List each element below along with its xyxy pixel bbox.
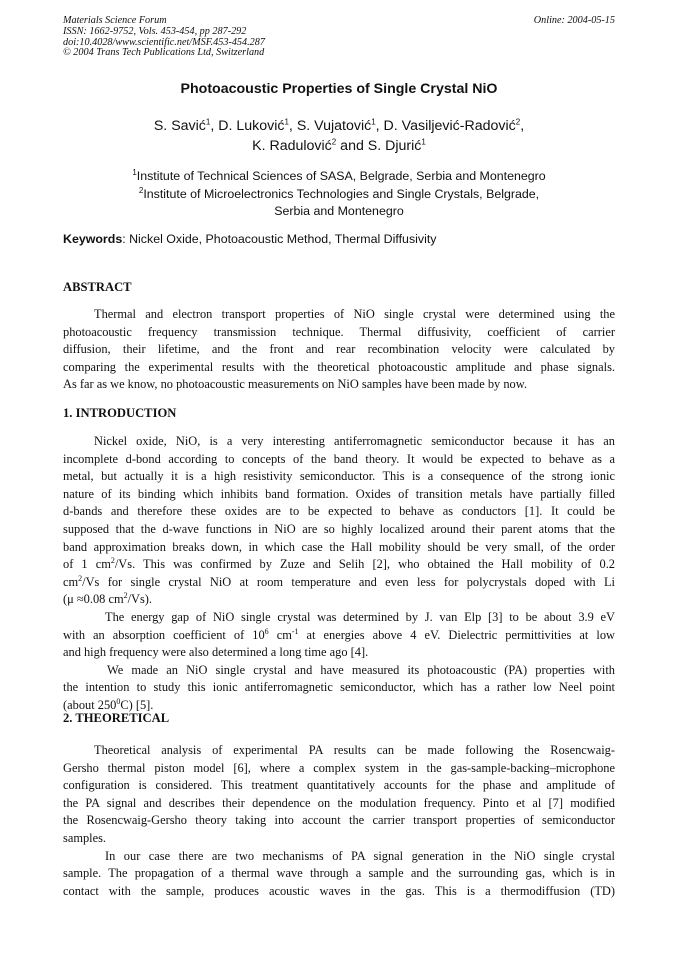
keywords-text: : Nickel Oxide, Photoacoustic Method, Thermal Diffusivity [122, 232, 437, 246]
author-name: S. Vujatović [296, 118, 372, 134]
text-run: C) [5]. [120, 697, 154, 712]
author-sup: 1 [371, 117, 376, 127]
publication-header [63, 16, 363, 59]
keywords [63, 232, 615, 246]
affiliation-text: Institute of Microelectronics Technologies and Single Crystals, Belgrade, [143, 186, 540, 201]
text-line: In our case there are two mechanisms of PA signal generation in the NiO single crystal [105, 848, 615, 863]
copyright-line: © 2004 Trans Tech Publications Ltd, Switzerland [63, 47, 265, 59]
text-line [63, 556, 615, 574]
text-line: configuration is considered. This treatment quantitatively accounts for the phase and amplitude of [63, 778, 615, 793]
abstract-heading: ABSTRACT [63, 280, 132, 294]
text-run: (μ ≈0.08 cm [63, 592, 124, 607]
text-line: comparing the experimental results with the theoretical photoacoustic amplitude and phase signals. [63, 359, 615, 374]
paper-title: Photoacoustic Properties of Single Crystal NiO [180, 81, 498, 97]
text-line: Theoretical analysis of experimental PA results can be made following the Rosencwaig- [94, 743, 615, 757]
text-line [63, 627, 615, 645]
text-line: Thermal and electron transport properties of NiO single crystal were determined using the [94, 307, 615, 321]
text-line: photoacoustic frequency transmission technique. Thermal diffusivity, coefficient of carrier [63, 324, 615, 339]
author-sup: 1 [421, 136, 426, 146]
affiliation-2-cont: Serbia and Montenegro [274, 204, 404, 218]
text-line: the PA signal and describes their dependence on the modulation frequency. Pinto et al [7] modified [63, 795, 615, 810]
text-run: /Vs for single crystal NiO at room temperature and even less for polycrystals doped with Li [82, 574, 615, 589]
affiliation-sup: 1 [132, 167, 137, 177]
text-line: incomplete d-bond according to concepts of the band theory. It would be expected to behave as a [63, 451, 615, 466]
author-sep: , [520, 118, 525, 134]
superscript: 6 [264, 626, 269, 636]
theoretical-body [63, 742, 615, 900]
text-run: cm [268, 627, 292, 642]
text-run: of 1 cm [63, 557, 111, 572]
text-line: sample. The propagation of a thermal wave through a sample and the surrounding gas, which is in [63, 866, 615, 881]
section-heading-theoretical: 2. THEORETICAL [63, 711, 170, 725]
text-line: The energy gap of NiO single crystal was determined by J. van Elp [3] to be about 3.9 eV [105, 609, 615, 624]
doi-line: doi:10.4028/www.scientific.net/MSF.453-454.287 [63, 36, 265, 48]
text-line [63, 591, 615, 609]
text-run: at energies above 4 eV. Dielectric permittivities at low [298, 627, 615, 642]
superscript: 2 [110, 556, 115, 566]
text-run: /Vs. This was confirmed by Zuze and Selih [2], who obtained the Hall mobility of 0.2 [114, 557, 615, 572]
affiliation-text: Institute of Technical Sciences of SASA, Belgrade, Serbia and Montenegro [136, 169, 546, 183]
author-name: S. Djurić [367, 137, 422, 154]
text-line: As far as we know, no photoacoustic measurements on NiO samples have been made by now. [63, 377, 527, 392]
affiliation-2 [0, 186, 678, 204]
text-line: d-bands and therefore these oxides are to be expected to behave as conductors [1]. It could be [63, 504, 615, 519]
text-line: metal, but actually it is a high resistivity semiconductor. This is a consequence of the strong ionic [63, 469, 615, 484]
text-line: Gersho thermal piston model [6], where a complex system in the gas-sample-backing–microphone [63, 760, 615, 775]
author-name: D. Luković [218, 118, 285, 134]
text-run: (about 250 [63, 697, 117, 712]
abstract-body [63, 306, 615, 394]
author-sep: and [336, 137, 368, 154]
author-sup: 2 [515, 117, 521, 127]
text-run: /Vs). [127, 592, 153, 607]
author-name: K. Radulović [252, 137, 332, 154]
text-line: We made an NiO single crystal and have measured its photoacoustic (PA) properties with [107, 662, 615, 677]
online-date: Online: 2004-05-15 [533, 15, 615, 26]
author-sup: 2 [331, 136, 337, 146]
author-name: D. Vasiljević-Radović [383, 118, 516, 134]
author-sep: , [210, 118, 219, 134]
affiliation-sup: 2 [138, 185, 144, 195]
superscript: 2 [78, 573, 83, 583]
superscript: 2 [123, 591, 128, 601]
text-line: supposed that the d-wave functions in NiO are so highly localized around their parent atoms that the [63, 521, 615, 536]
text-line [63, 574, 615, 592]
superscript: -1 [291, 626, 299, 636]
author-line-2 [0, 137, 678, 157]
author-name: S. Savić [153, 118, 206, 134]
author-sup: 1 [284, 117, 289, 127]
text-line: and high frequency were also determined a long time ago [4]. [63, 645, 369, 660]
introduction-body [63, 433, 615, 715]
text-line: nature of its binding which inhibits band formation. Oxides of transition metals have partially filled [63, 486, 615, 501]
affiliation-1 [0, 168, 678, 186]
superscript: 0 [116, 696, 121, 706]
author-sep: , [375, 118, 384, 134]
journal-name: Materials Science Forum [63, 15, 167, 26]
text-line: diffusion, their lifetime, and the front and rear recombination velocity were calculated by [63, 342, 615, 357]
author-line-1 [0, 117, 678, 137]
keywords-label: Keywords [63, 232, 123, 246]
text-line: the Rosencwaig-Gersho theory taking into account the carrier transport properties of semiconductor [63, 813, 615, 828]
text-line: samples. [63, 830, 107, 845]
issn-line: ISSN: 1662-9752, Vols. 453-454, pp 287-292 [63, 25, 247, 37]
text-run: cm [63, 574, 79, 589]
section-heading-introduction: 1. INTRODUCTION [63, 406, 177, 420]
text-line: contact with the sample, produces acoustic waves in the gas. This is a thermodiffusion (TD) [63, 883, 615, 898]
text-line: the intention to study this ionic antiferromagnetic semiconductor, which has a rather low Neel point [63, 680, 615, 695]
affiliations [0, 168, 678, 221]
author-sup: 1 [205, 117, 211, 127]
text-run: with an absorption coefficient of 10 [63, 627, 265, 642]
author-sep: , [288, 118, 297, 134]
text-line: Nickel oxide, NiO, is a very interesting antiferromagnetic semiconductor because it has an [94, 434, 615, 448]
author-list [0, 117, 678, 156]
text-line: band approximation breaks down, in which case the Hall mobility should be very small, of the order [63, 539, 615, 554]
